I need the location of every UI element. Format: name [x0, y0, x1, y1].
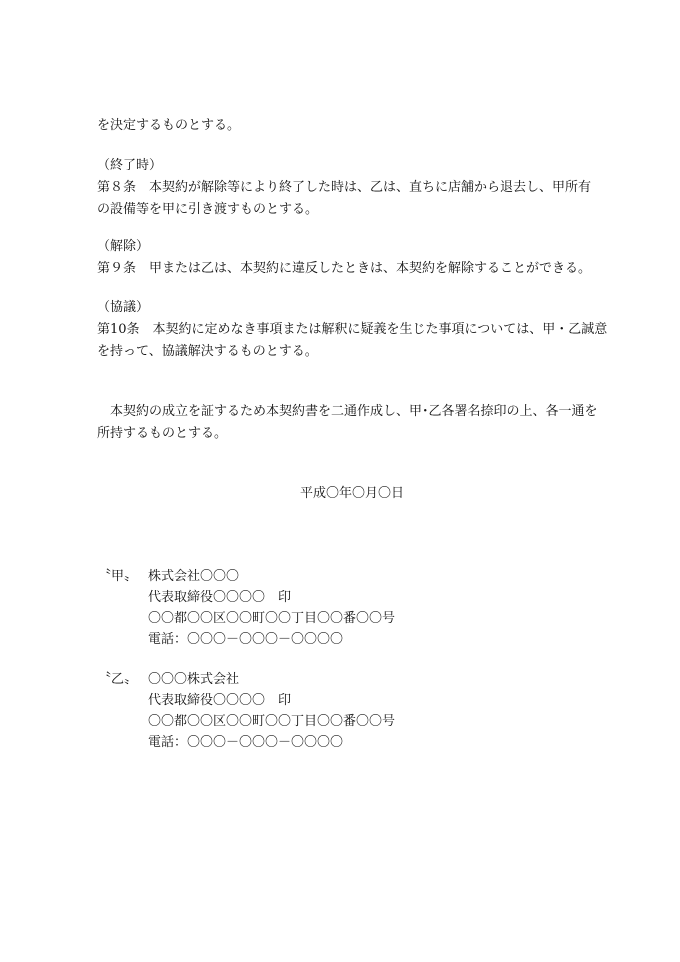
article-8-line-2: の設備等を甲に引き渡すものとする。	[97, 202, 319, 217]
section-heading-termination: （終了時）	[97, 158, 163, 173]
party-a-phone: 電話：〇〇〇－〇〇〇－〇〇〇〇	[148, 632, 344, 647]
party-b-company: 〇〇〇株式会社	[148, 672, 240, 687]
party-a-address: 〇〇都〇〇区〇〇町〇〇丁目〇〇番〇〇号	[148, 611, 396, 626]
article-8-line-1: 第８条 本契約が解除等により終了した時は、乙は、直ちに店舗から退去し、甲所有	[97, 180, 592, 195]
party-b-phone: 電話：〇〇〇－〇〇〇－〇〇〇〇	[148, 735, 344, 750]
closing-line-2: 所持するものとする。	[97, 426, 228, 441]
party-a-company: 株式会社〇〇〇	[148, 569, 240, 584]
party-b-representative: 代表取締役〇〇〇〇 印	[148, 693, 292, 708]
contract-date: 平成〇年〇月〇日	[300, 486, 405, 501]
closing-line-1: 本契約の成立を証するため本契約書を二通作成し、甲･乙各署名捺印の上、各一通を	[97, 404, 598, 419]
section-heading-consultation: （協議）	[97, 300, 150, 315]
text-line: を決定するものとする。	[97, 118, 241, 133]
section-heading-cancellation: （解除）	[97, 239, 150, 254]
article-9-line-1: 第９条 甲または乙は、本契約に違反したときは、本契約を解除することができる。	[97, 261, 592, 276]
party-a-representative: 代表取締役〇〇〇〇 印	[148, 590, 292, 605]
party-a-label: 〝甲〟	[98, 569, 138, 584]
article-10-line-2: を持って、協議解決するものとする。	[97, 344, 318, 359]
party-b-label: 〝乙〟	[98, 672, 138, 687]
article-10-line-1: 第10条 本契約に定めなき事項または解釈に疑義を生じた事項については、甲・乙誠意	[97, 322, 608, 337]
party-b-address: 〇〇都〇〇区〇〇町〇〇丁目〇〇番〇〇号	[148, 714, 396, 729]
